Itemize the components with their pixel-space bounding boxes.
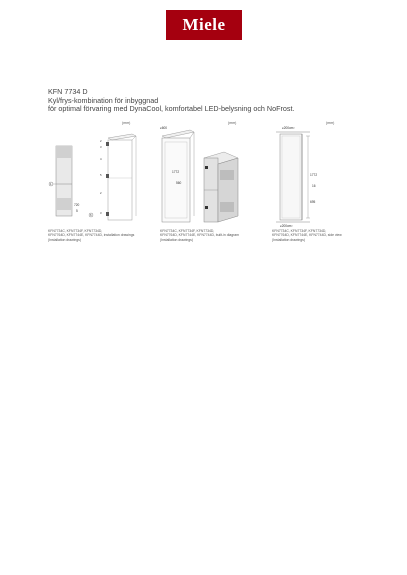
panel2-caption-line-1: KFN7734C, KFN7734F, KFN7734D, <box>160 229 215 233</box>
appliance-side-face <box>218 158 238 222</box>
miele-logo <box>166 10 242 40</box>
bracket-1 <box>205 166 208 169</box>
dim-5: 5 <box>76 209 78 213</box>
niche-top <box>162 130 194 138</box>
bracket-2 <box>205 206 208 209</box>
side-cabinet <box>280 134 302 220</box>
panel1-caption-line-3: (Installation drawings) <box>48 237 81 242</box>
callout-4-label: 4 <box>100 157 102 161</box>
panel2-caption-line-3: (Installation drawings) <box>160 237 193 242</box>
panel1-caption-line-1: KFN7734C, KFN7734F, KFN7734D, <box>48 229 103 233</box>
panel3-caption-line-1: KFN7734C, KFN7734F, KFN7734D, <box>272 229 327 233</box>
installation-drawing-niche <box>156 118 268 258</box>
cabinet-top <box>108 134 136 140</box>
logo-text: Miele <box>182 15 226 34</box>
panel2-caption-line-2: KFN7764D, KFN7744E, KFN7744D, built-in diagram <box>160 233 239 238</box>
callout-2b-label: 2 <box>100 191 102 195</box>
appliance-vent-top <box>220 170 234 180</box>
hinge-top <box>106 142 109 146</box>
panel1-caption <box>48 229 160 242</box>
dim-height-side: 1772 <box>310 173 318 177</box>
product-subtitle: för optimal förvaring med DynaCool, komfortabel LED-belysning och NoFrost. <box>48 104 295 114</box>
dim-height: 1772 <box>172 170 180 174</box>
panel3-caption-line-3: (Installation drawings) <box>272 237 305 242</box>
callout-1-label: 1 <box>50 182 52 187</box>
product-model: KFN 7734 D <box>48 87 88 96</box>
appliance-vent-bottom <box>220 202 234 212</box>
callout-6-label: 6 <box>90 213 92 218</box>
dim-720: 720 <box>74 203 80 207</box>
niche-body <box>162 138 190 222</box>
dim-width: ≥600 <box>160 126 168 130</box>
dim-depth: 560 <box>176 181 182 185</box>
panel3-unit-tag: (mm) <box>326 121 335 125</box>
callout-5-label: 5 <box>100 173 102 177</box>
product-title: Kyl/frys-kombination för inbyggnad <box>48 95 159 105</box>
panel2-caption <box>160 229 272 242</box>
installation-drawing-front <box>44 118 156 258</box>
installation-drawing-side <box>268 118 380 258</box>
dim-mid: 16 <box>312 184 316 188</box>
panel3-caption <box>272 229 384 242</box>
lower-band <box>56 198 72 210</box>
hinge-bottom <box>106 212 109 216</box>
product-header <box>48 88 378 114</box>
vent-top-label: ≥200cm² <box>282 126 295 130</box>
upper-band <box>56 146 72 158</box>
callout-2-label: 2 <box>100 139 102 143</box>
cabinet-frame <box>108 140 132 220</box>
hinge-mid <box>106 174 109 178</box>
dim-low: 695 <box>310 200 316 204</box>
panel1-unit-tag: (mm) <box>122 121 131 125</box>
panel2-unit-tag: (mm) <box>228 121 237 125</box>
callout-3b-label: 3 <box>100 211 102 215</box>
panel1-caption-line-2: KFN7764D, KFN7744E, KFN7744D, installation drawings <box>48 233 135 238</box>
vent-bottom-label: ≥200cm² <box>280 224 293 228</box>
callout-3-label: 3 <box>100 145 102 149</box>
panel3-caption-line-2: KFN7764D, KFN7744E, KFN7744D, side view <box>272 233 342 238</box>
